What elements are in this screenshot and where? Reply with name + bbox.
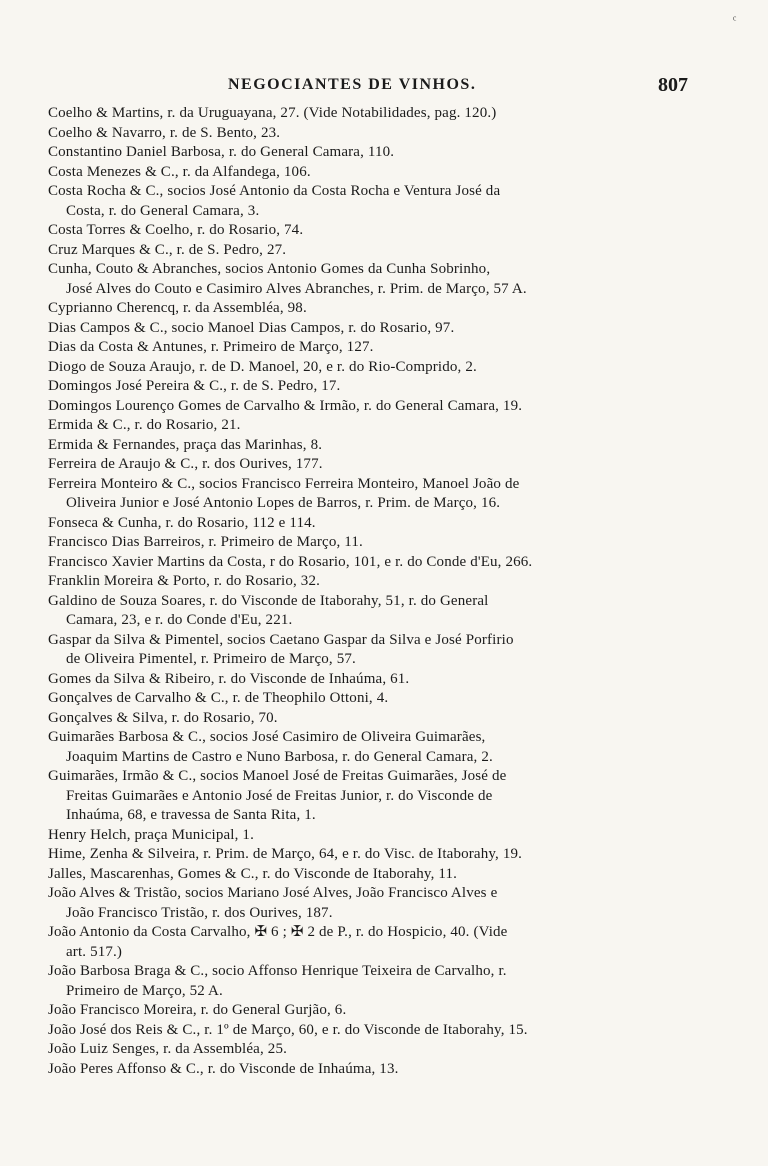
entry-line: Ermida & C., r. do Rosario, 21. bbox=[48, 417, 241, 433]
entry-line: João Luiz Senges, r. da Assembléa, 25. bbox=[48, 1041, 287, 1057]
entry-line: Cunha, Couto & Abranches, socios Antonio Gomes da Cunha Sobrinho, bbox=[48, 261, 491, 277]
entry-line: Gomes da Silva & Ribeiro, r. do Visconde de Inhaúma, 61. bbox=[48, 670, 410, 687]
page-number: 807 bbox=[658, 74, 688, 96]
entry-line: Cyprianno Cherencq, r. da Assembléa, 98. bbox=[48, 300, 307, 316]
entry-line: Gonçalves de Carvalho & C., r. de Theophilo Ottoni, 4. bbox=[48, 690, 389, 706]
entry-continuation-line: Costa, r. do General Camara, 3. bbox=[66, 202, 260, 219]
entry-continuation-line: Camara, 23, e r. do Conde d'Eu, 221. bbox=[66, 612, 293, 628]
entry-continuation-line: Joaquim Martins de Castro e Nuno Barbosa, r. do General Camara, 2. bbox=[66, 748, 493, 765]
entry-line: João Barbosa Braga & C., socio Affonso Henrique Teixeira de Carvalho, r. bbox=[48, 963, 507, 979]
entry-continuation-line: João Francisco Tristão, r. dos Ourives, 187. bbox=[66, 904, 333, 921]
entry-line: João Alves & Tristão, socios Mariano José Alves, João Francisco Alves e bbox=[48, 885, 498, 901]
entry-continuation-line: Oliveira Junior e José Antonio Lopes de Barros, r. Prim. de Março, 16. bbox=[66, 495, 501, 511]
entry-line: João Antonio da Costa Carvalho, ✠ 6 ; ✠ 2 de P., r. do Hospicio, 40. (Vide bbox=[48, 924, 508, 940]
page-header bbox=[48, 76, 688, 100]
entry-line: Guimarães, Irmão & C., socios Manoel José de Freitas Guimarães, José de bbox=[48, 768, 507, 784]
entry-line: Ferreira de Araujo & C., r. dos Ourives, 177. bbox=[48, 456, 323, 472]
entry-line: Dias Campos & C., socio Manoel Dias Campos, r. do Rosario, 97. bbox=[48, 319, 455, 336]
entry-line: Ferreira Monteiro & C., socios Francisco Ferreira Monteiro, Manoel João de bbox=[48, 475, 520, 492]
entry-line: Francisco Xavier Martins da Costa, r do Rosario, 101, e r. do Conde d'Eu, 266. bbox=[48, 553, 533, 570]
entry-line: João Francisco Moreira, r. do General Gurjão, 6. bbox=[48, 1002, 347, 1018]
entry-line: Franklin Moreira & Porto, r. do Rosario, 32. bbox=[48, 573, 320, 589]
entry-continuation-line: art. 517.) bbox=[66, 943, 123, 960]
entry-line: Costa Torres & Coelho, r. do Rosario, 74. bbox=[48, 222, 304, 238]
entry-line: Costa Rocha & C., socios José Antonio da Costa Rocha e Ventura José da bbox=[48, 183, 501, 199]
entry-line: Dias da Costa & Antunes, r. Primeiro de Março, 127. bbox=[48, 339, 374, 355]
entry-line: João Peres Affonso & C., r. do Visconde de Inhaúma, 13. bbox=[48, 1060, 399, 1077]
entry-line: Domingos José Pereira & C., r. de S. Pedro, 17. bbox=[48, 378, 341, 394]
entry-line: Constantino Daniel Barbosa, r. do General Camara, 110. bbox=[48, 144, 395, 160]
entry-line: Coelho & Martins, r. da Uruguayana, 27. (Vide Notabilidades, pag. 120.) bbox=[48, 105, 497, 121]
entry-line: Cruz Marques & C., r. de S. Pedro, 27. bbox=[48, 241, 287, 258]
entry-line: Diogo de Souza Araujo, r. de D. Manoel, 20, e r. do Rio-Comprido, 2. bbox=[48, 358, 477, 375]
entry-continuation-line: Inhaúma, 68, e travessa de Santa Rita, 1. bbox=[66, 807, 316, 823]
entry-line: Galdino de Souza Soares, r. do Visconde de Itaborahy, 51, r. do General bbox=[48, 592, 489, 609]
entry-line: Gaspar da Silva & Pimentel, socios Caetano Gaspar da Silva e José Porfirio bbox=[48, 631, 514, 648]
entry-line: Fonseca & Cunha, r. do Rosario, 112 e 114. bbox=[48, 514, 316, 531]
entry-line: Hime, Zenha & Silveira, r. Prim. de Março, 64, e r. do Visc. de Itaborahy, 19. bbox=[48, 846, 523, 862]
entry-line: Guimarães Barbosa & C., socios José Casimiro de Oliveira Guimarães, bbox=[48, 729, 486, 745]
entry-line: João José dos Reis & C., r. 1º de Março, 60, e r. do Visconde de Itaborahy, 15. bbox=[48, 1021, 528, 1038]
entry-continuation-line: Primeiro de Março, 52 A. bbox=[66, 982, 223, 999]
directory-list bbox=[48, 104, 694, 1079]
margin-mark: ᶜ bbox=[733, 12, 737, 27]
page-title: NEGOCIANTES DE VINHOS. bbox=[228, 76, 477, 93]
entry-line: Coelho & Navarro, r. de S. Bento, 23. bbox=[48, 124, 281, 141]
entry-line: Costa Menezes & C., r. da Alfandega, 106. bbox=[48, 163, 311, 180]
entry-line: Gonçalves & Silva, r. do Rosario, 70. bbox=[48, 709, 278, 726]
entry-continuation-line: de Oliveira Pimentel, r. Primeiro de Março, 57. bbox=[66, 651, 356, 667]
entry-line: Jalles, Mascarenhas, Gomes & C., r. do Visconde de Itaborahy, 11. bbox=[48, 865, 458, 882]
entry-continuation-line: José Alves do Couto e Casimiro Alves Abranches, r. Prim. de Março, 57 A. bbox=[66, 280, 527, 297]
entry-line: Henry Helch, praça Municipal, 1. bbox=[48, 826, 254, 843]
entry-continuation-line: Freitas Guimarães e Antonio José de Freitas Junior, r. do Visconde de bbox=[66, 787, 493, 804]
entry-line: Domingos Lourenço Gomes de Carvalho & Irmão, r. do General Camara, 19. bbox=[48, 397, 523, 414]
entry-line: Francisco Dias Barreiros, r. Primeiro de Março, 11. bbox=[48, 534, 363, 550]
entry-line: Ermida & Fernandes, praça das Marinhas, 8. bbox=[48, 436, 323, 453]
